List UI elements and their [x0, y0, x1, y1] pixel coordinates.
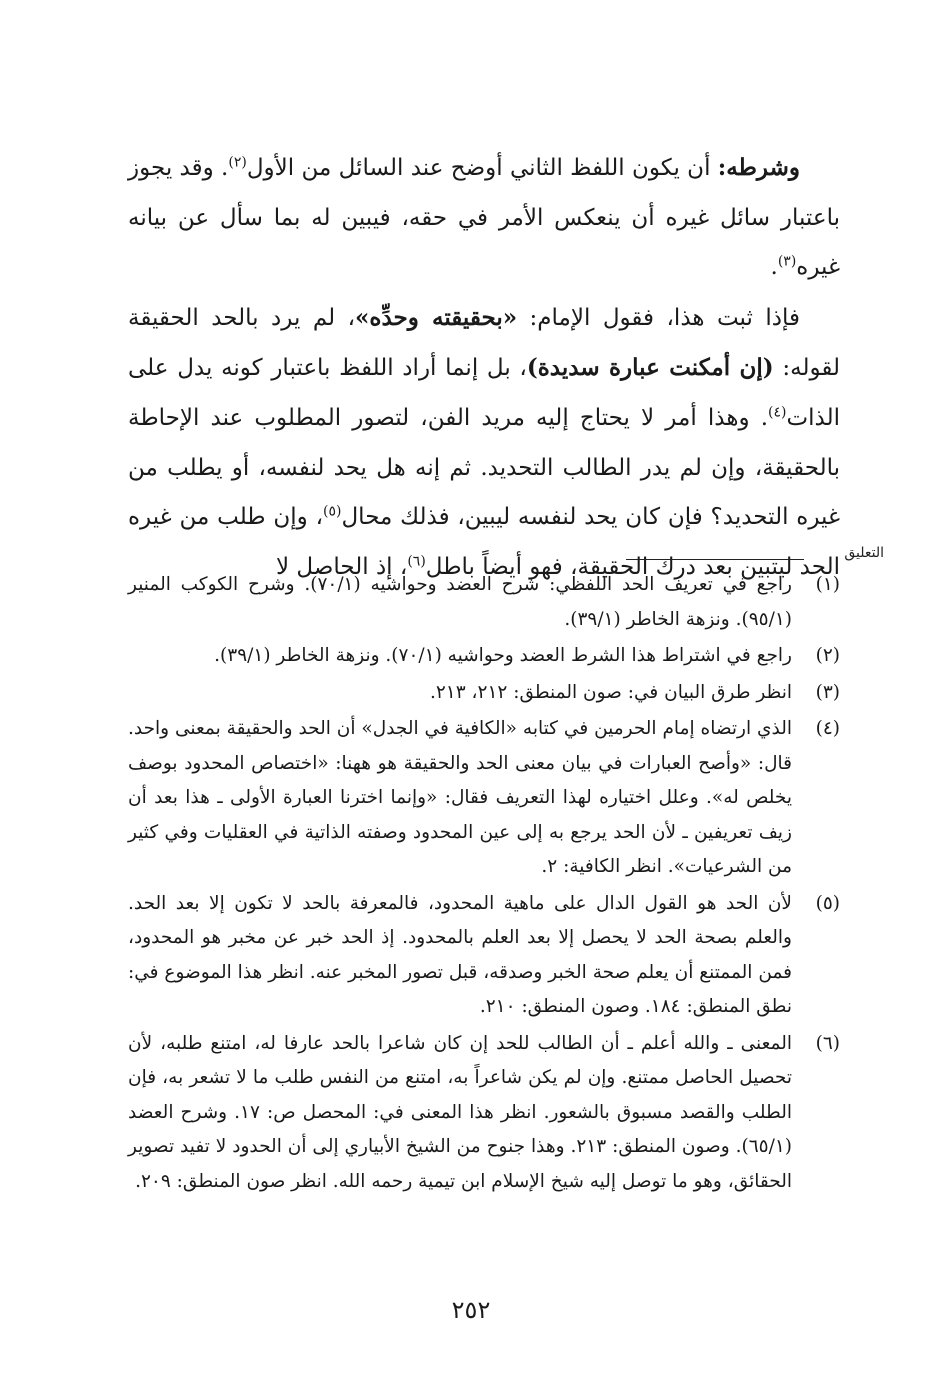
footnote-ref[interactable]: (٦) [407, 553, 426, 570]
text-run: ، وإن طلب من غيره الحد ليتبين بعد درك الحقيقة، فهو أيضاً باطل [128, 504, 840, 580]
footnotes [128, 568, 840, 1201]
quote: «بحقيقته وحدِّه» [355, 303, 518, 331]
text-run: . [770, 254, 778, 281]
footnote-number: (٥) [815, 892, 840, 914]
footnote-number: (٤) [815, 718, 840, 739]
footnote-text: راجع في تعريف الحد اللفظي: شرح العضد وحواشيه (٧٠/١). وشرح الكوكب المنير (٩٥/١). ونزهة الخاطر (٣٩/١). [128, 574, 792, 630]
footnote-text: لأن الحد هو القول الدال على ماهية المحدود، فالمعرفة بالحد لا تكون إلا بعد الحد. والعلم بصحة الحد لا يحصل إلا بعد العلم بالمحدود. إذ الحد خبر عن مخبر هو المحدود، فمن الممتنع أن يعلم صحة الخبر وصدقه، قبل تصور المخبر عنه. انظر هذا الموضوع في: نطق المنطق: ١٨٤. وصون المنطق: ٢١٠. [128, 892, 792, 1017]
footnote-item [128, 887, 840, 1025]
footnote-ref[interactable]: (٥) [323, 503, 342, 520]
text-run: ، إذ الحاصل لا [276, 553, 408, 580]
main-text [128, 143, 840, 592]
footnote-item [128, 639, 840, 674]
footnote-text: المعنى ـ والله أعلم ـ أن الطالب للحد إن كان شاعرا بالحد عارفا له، امتنع طلبه، لأن تحصيل الحاصل ممتنع. وإن لم يكن شاعراً به، امتنع من النفس طلب ما لا تشعر به، فإن الطلب والقصد مسبوق بالشعور. انظر هذا المعنى في: المحصل ص: ١٧. وشرح العضد (٦٥/١). وصون المنطق: ٢١٣. وهذا جنوح من الشيخ الأبياري إلى أن الحدود لا تفيد تصوير الحقائق، وهو ما توصل إليه شيخ الإسلام ابن تيمية رحمه الله. انظر صون المنطق: ٢٠٩. [128, 1032, 792, 1192]
text-run: . وهذا أمر لا يحتاج إليه مريد الفن، لتصور المطلوب عند الإحاطة بالحقيقة، وإن لم يدر الطالب التحديد. ثم إنه هل يحد لنفسه، أو يطلب من غيره التحديد؟ فإن كان يحد لنفسه ليبين، فذلك محال [128, 404, 840, 531]
page-number: ٢٥٢ [451, 1296, 491, 1324]
footnote-ref[interactable]: (٤) [768, 404, 787, 421]
quote: (إن أمكنت عبارة سديدة) [526, 354, 774, 382]
text-run: أن يكون اللفظ الثاني أوضح عند السائل من الأول [246, 155, 718, 181]
text-run: . وقد يجوز باعتبار سائل غيره أن ينعكس الأمر في حقه، فيبين له بما سأل عن بيانه غيره [128, 155, 840, 281]
footnote-text: الذي ارتضاه إمام الحرمين في كتابه «الكافية في الجدل» أن الحد والحقيقة بمعنى واحد. قال: «وأصح العبارات في بيان معنى الحد والحقيقة هو ههنا: «اختصاص المحدود بوصف يخلص له». وعلل اختياره لهذا التعريف فقال: «وإنما اخترنا العبارة الأولى ـ هذا بعد أن زيف تعريفين ـ لأن الحد يرجع به إلى عين المحدود وصفته الذاتية في العقليات وفي كثير من الشرعيات». انظر الكافية: ٢. [128, 718, 792, 877]
footnote-label: التعليق [844, 545, 884, 561]
footnote-number: (٣) [815, 681, 840, 703]
term-label: وشرطه: [717, 154, 800, 181]
footnote-number: (٢) [815, 645, 840, 666]
footnote-item [128, 712, 840, 885]
separator-line [626, 559, 804, 560]
footnote-text: انظر طرق البيان في: صون المنطق: ٢١٢، ٢١٣. [429, 681, 792, 703]
paragraph-1 [128, 143, 840, 293]
footnote-item [128, 676, 840, 711]
footnote-item [128, 1027, 840, 1200]
footnote-separator [128, 545, 884, 566]
text-run: فإذا ثبت هذا، فقول الإمام: [517, 304, 800, 331]
footnote-number: (١) [815, 574, 840, 595]
text-run: ، لم يرد بالحد الحقيقة لقوله: [128, 304, 840, 382]
footnote-text: راجع في اشتراط هذا الشرط العضد وحواشيه (٧٠/١). ونزهة الخاطر (٣٩/١). [214, 645, 792, 666]
text-run: ، بل إنما أراد اللفظ باعتبار كونه يدل على الذات [128, 355, 840, 431]
footnote-item [128, 568, 840, 637]
footnote-ref[interactable]: (٣) [777, 253, 797, 270]
paragraph-2 [128, 293, 840, 593]
footnote-number: (٦) [815, 1032, 840, 1054]
footnote-ref[interactable]: (٢) [228, 154, 247, 171]
